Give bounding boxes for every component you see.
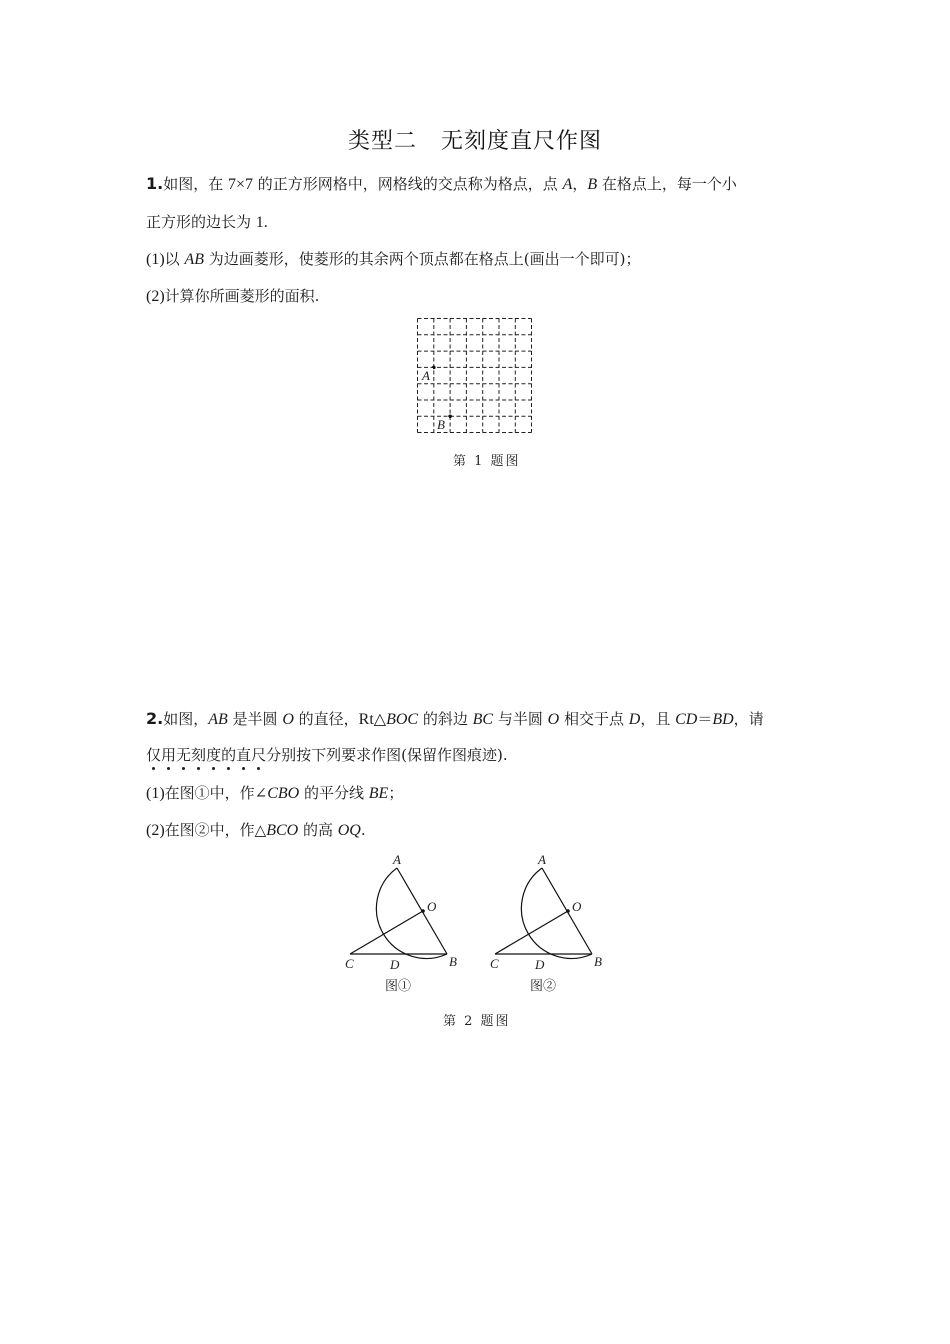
q1-text: 正方形的边长为	[146, 213, 256, 231]
q2-stem-line1	[146, 709, 764, 730]
q2-math: O	[547, 711, 560, 728]
q2-part2-text: .	[360, 821, 366, 839]
emph-char: 用	[161, 746, 177, 764]
q1-point-b: B	[587, 176, 598, 193]
q2-text: 与半圆	[493, 710, 548, 728]
label-a: A	[422, 368, 430, 383]
section-title-part2: 无刻度直尺作图	[441, 129, 603, 154]
q2-text: 如图，	[163, 710, 209, 728]
q1-part1-math: AB	[184, 251, 204, 268]
q2-part2-label: (2)	[146, 822, 165, 839]
label-a: A	[538, 852, 546, 867]
q2-part1-label: (1)	[146, 785, 165, 802]
q2-text: 是半圆	[227, 710, 283, 728]
label-d: D	[535, 957, 545, 972]
q1-number: 1.	[146, 174, 164, 193]
q2-part2-math: BCO	[266, 822, 299, 839]
q1-stem-line2	[146, 212, 268, 233]
q2-part2-text: 在图②中，作△	[164, 821, 267, 839]
q1-part2-text: 计算你所画菱形的面积.	[164, 287, 320, 305]
q2-part1-text: 的平分线	[299, 784, 369, 802]
q2-text: ＝	[697, 710, 713, 728]
q2-stem-line2	[146, 745, 508, 765]
q1-text: 在格点上，每一个小	[597, 175, 737, 193]
q2-part2-text: 的高	[298, 821, 338, 839]
q1-side-length: 1.	[255, 214, 268, 231]
emphasized-phrase	[146, 746, 266, 764]
q2-figure-caption: 第 2 题图	[443, 1014, 511, 1029]
emph-char: 无	[176, 746, 192, 764]
q2-text: 分别按下列要求作图(保留作图痕迹).	[266, 746, 508, 764]
q1-part1	[146, 249, 640, 270]
q2-part1-text: 在图①中，作∠	[164, 784, 268, 802]
label-b: B	[449, 954, 457, 969]
label-d: D	[390, 957, 400, 972]
q2-text: Rt△	[358, 711, 387, 728]
q1-text: 如图，在	[163, 175, 228, 193]
q1-text: 的正方形网格中，网格线的交点称为格点，点	[253, 175, 563, 193]
label-o: O	[572, 899, 582, 914]
figure-2-caption: 图②	[530, 979, 557, 994]
q1-figure-caption: 第 1 题图	[453, 454, 521, 469]
q2-part1-math: BE	[368, 785, 389, 802]
emph-char: 刻	[191, 746, 207, 764]
q2-math: O	[282, 711, 294, 728]
q2-text: ，请	[733, 710, 764, 728]
q2-figure-2	[480, 845, 620, 1000]
q2-math: D	[628, 711, 641, 728]
label-c: C	[345, 956, 354, 971]
q1-part1-text: 以	[164, 250, 185, 268]
q2-part1	[146, 783, 403, 804]
q2-text: 的直径，	[293, 710, 359, 728]
label-b: B	[437, 417, 445, 432]
figure-1-caption: 图①	[385, 979, 412, 994]
emph-char: 的	[221, 746, 237, 764]
emph-char: 度	[206, 746, 222, 764]
q2-text: 相交于点	[559, 710, 629, 728]
label-c: C	[490, 956, 499, 971]
emph-char: 直	[236, 746, 252, 764]
label-b: B	[594, 954, 602, 969]
section-title	[0, 124, 950, 155]
q2-math: BD	[712, 711, 734, 728]
q2-math: BC	[472, 711, 494, 728]
q2-math: BOC	[386, 711, 419, 728]
label-a: A	[393, 852, 401, 867]
q1-grid-size: 7×7	[228, 176, 254, 193]
label-o: O	[427, 899, 437, 914]
q2-math: AB	[208, 711, 228, 728]
q2-math: CD	[675, 711, 698, 728]
q2-text: ，且	[640, 710, 676, 728]
q1-part2-label: (2)	[146, 288, 165, 305]
q2-figure-1	[335, 845, 475, 1000]
q1-point-a: A	[562, 176, 573, 193]
q1-part2	[146, 286, 319, 307]
q2-text: 的斜边	[418, 710, 473, 728]
q2-part1-math: CBO	[267, 785, 300, 802]
q1-part1-text: 为边画菱形，使菱形的其余两个顶点都在格点上(画出一个即可)；	[203, 250, 641, 268]
q2-part1-text: ；	[388, 784, 404, 802]
q1-stem-line1	[146, 174, 737, 195]
q1-grid-figure	[417, 318, 532, 433]
emph-char: 仅	[146, 746, 162, 764]
q2-part2-math: OQ	[337, 822, 361, 839]
q2-part2	[146, 820, 366, 841]
q2-number: 2.	[146, 709, 164, 728]
q1-text: ，	[572, 175, 588, 193]
section-title-part1: 类型二	[347, 129, 417, 154]
q1-part1-label: (1)	[146, 251, 165, 268]
emph-char: 尺	[251, 746, 267, 764]
